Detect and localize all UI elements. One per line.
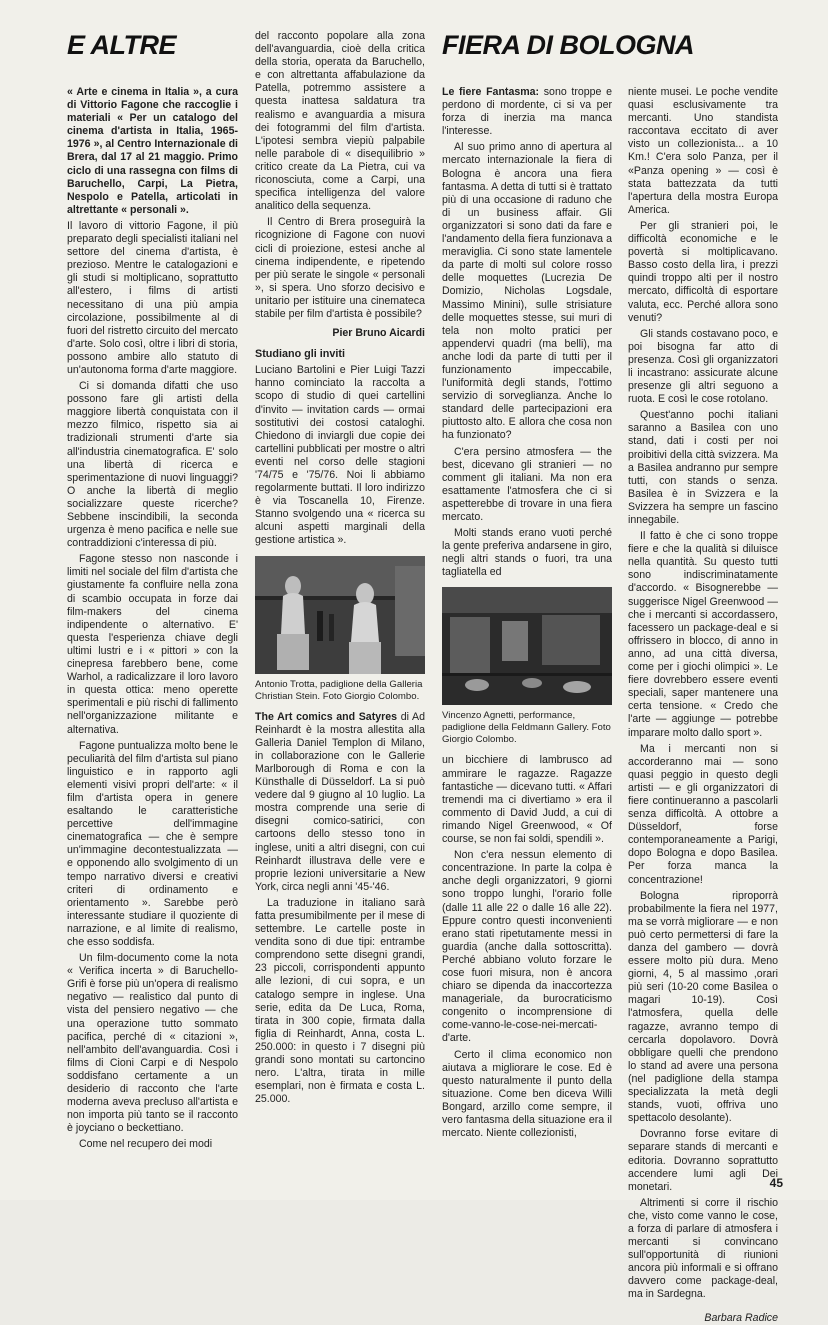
col4-paragraph: Per gli stranieri poi, le difficoltà economiche e le povertà si moltiplicavano. Basso costo della lira, i prezzi quindi troppo alti per il nostro mercato, difficoltà di esportare valuta, ecc. Perché allora sono venuti? — [628, 219, 778, 324]
col4-paragraph: Quest'anno pochi italiani saranno a Basilea con uno stand, dati i costi per noi proibitivi della città svizzera. Ma a Basilea andranno pur sempre tutti, con stands o senza. Basilea è in Svizzera e la Svizzera ha sempre un fascino innegabile. — [628, 409, 778, 526]
col1-paragraph: Fagone puntualizza molto bene le peculiarità del film d'artista sul piano linguistico e in rapporto agli elementi visivi propri dell'arte: « il film d'artista opera in genere esaltando le caratteristiche percettive dell'immagine cinematografica — che è sempre un'immagine decontestualizzata — e opponendo allo svolgimento di un tempo narrativo diversi e creativi criteri di ordinamento e orientamento ». Sarebbe però interessante studiare il quoziente di narrazione, e al limite di realismo, che esso soddisfa. — [67, 739, 239, 948]
col1-intro: « Arte e cinema in Italia », a cura di Vittorio Fagone che raccoglie i materiali « Per un catalogo del cinema d'artista in Italia, 1965-1976 », al Centro Internazionale di Brera, dal 17 al 21 maggio. Primo ciclo di una rassegna con films di Baruchello, Carpi, La Pietra, Nespolo e Patella, articolati in altrettante « personali ». — [67, 86, 238, 216]
col1-paragraph: Un film-documento come la nota « Verifica incerta » di Baruchello-Grifi è forse più un'opera di realismo negativo — realistico dal punto di vista del pensiero negativo — che una operazione tutto sommato pacifica, perché di « citazioni », nell'ambito dell'avanguardia. Così i films di Cioni Carpi e di Nespolo soddisfano certamente a un desiderio di racconto che l'arte moderna aveva precluso all'artista e non importa più tanto se il racconto è joyciano o beckettiano. — [67, 952, 238, 1135]
signature-aicardi: Pier Bruno Aicardi — [332, 327, 425, 340]
col3-paragraph: Certo il clima economico non aiutava a migliorare le cose. Ed è questo naturalmente il punto della situazione. Come ben diceva Willi Bongard, arzillo come sempre, il vero fantasma della situazione era il mercato. Niente collezionisti, — [442, 1048, 612, 1140]
col2-paragraph: Il Centro di Brera proseguirà la ricognizione di Fagone con nuovi cicli di proiezione, estesi anche al cinema indipendente, e ripetendo per più serate le singole « personali », si spera. Uno sforzo decisivo e unitario per istituire una cinemateca stabile per film d'artista è possibile? — [255, 216, 425, 320]
page-number: 45 — [769, 1176, 783, 1190]
col1-paragraph: Ci si domanda difatti che uso possono fare gli artisti della maggiore libertà conquistata con il mezzo filmico, rispetto sia ai tradizionali strumenti d'arte sia all'industria cinematografica. E' solo una libertà di ricerca e sperimentazione di nuovi linguaggi? O anche la libertà di meglio socializzare queste ricerche? Sebbene inscindibili, la seconda urgenza è meno pacifica e nelle sue contraddizioni c'interessa di più. — [67, 380, 238, 550]
fiere-lead-text: sono troppe e perdono di mordente, ci si va per forza di inerzia ma manca l'interesse. — [442, 86, 612, 138]
col3-paragraph: un bicchiere di lambrusco ad ammirare le ragazze. Ragazze fantastiche — dicevano tutti. « Affari tremendi ma ci divertiamo » era il commento di David Judd, a cui di rimando Nigel Greenwood, « Of course, se non fai soldi, spendili ». — [442, 754, 612, 846]
heading-fiera-di-bologna: FIERA DI BOLOGNA — [442, 30, 694, 60]
col4-paragraph: Altrimenti si corre il rischio che, visto come vanno le cose, a forza di parlare di atmosfera i mercanti si convincano sull'opportunità di riunioni ancora più informali e si offrano davvero come package-deal, ma in Sardegna. — [628, 1196, 778, 1301]
col4-paragraph: niente musei. Le poche vendite quasi esclusivamente tra mercanti. Uno standista raccontava eccitato di aver visto un collezionista... a 10 Km.! C'era solo Panza, per il «Panza opening » — così è stata battezzata da tutti l'apertura della mostra Europa America. — [628, 86, 778, 216]
col4-paragraph: Dovranno forse evitare di separare stands di mercanti e editoria. Dovranno soprattutto accendere lumi agli Dei monetari. — [628, 1128, 778, 1193]
col2-paragraph: del racconto popolare alla zona dell'avanguardia, cioè della critica della storia, operata da Baruchello, e con altrettanta affabulazione da Patella, potremmo assistere a questa inattesa saldatura tra realismo e avanguardia a misura dei fotogrammi del film d'artista. L'ipotesi sembra viepiù palpabile nelle parabole di « disequilibrio » critico create da La Pietra, cui va riconosciuta, come a Carpi, una specifica intelligenza del valore analitico della sequenza. — [255, 30, 425, 213]
column-4 — [628, 86, 778, 1325]
comics-text: di Ad Reinhardt è la mostra allestita alla Galleria Daniel Templon di Milano, in collaborazione con le Gallerie Marlborough di Roma e con la Künsthalle di Düsseldorf. La si può vedere dal 9 giugno al 10 luglio. La mostra comprende una serie di disegni comico-satirici, con cartoons dello stesso tono in inglese, uniti a altri disegni, con cui Reinhardt illustrava delle vere e proprie lezioni universitarie a New York, circa negli anni '45-'46. — [255, 710, 425, 893]
col1-paragraph: Il lavoro di vittorio Fagone, il più preparato degli specialisti italiani nel settore del cinema d'artista, è prezioso. Mentre le catalogazioni e gli studi si moltiplicano, soprattutto all'estero, i films di artisti necessitano di una più ampia circolazione, possibilmente al di fuori del ristretto circuito del mercato d'arte. Solo così, oltre i libri di storia, possono ambire allo statuto di un'autonoma forma d'arte maggiore. — [67, 219, 238, 376]
fiere-lead: Le fiere Fantasma: — [442, 86, 540, 98]
photo-trotta-image — [255, 556, 425, 674]
comics-lead: The Art comics and Satyres — [255, 710, 398, 723]
column-1 — [67, 86, 238, 1152]
photo-trotta — [255, 556, 425, 674]
col3-paragraph: Al suo primo anno di apertura al mercato internazionale la fiera di Bologna è ancora una fiera fantasma. A detta di tutti si è trattato più di una occasione di raduno che di un business affair. Gli organizzatori si sono dati da fare e l'andamento della fiera funzionava a meraviglia. Ci sono state lamentele da parte di molti sul colore rosso delle moquettes (Lucrezia De Domizio, Nicholas Logsdale, Massimo Minini), sulle strisiature delle moquettes stesse, sui muri di tela non molto pratici per appendervi quadri (ma belli), ma anche lodi da parte di tutti per il funzionamento impeccabile, l'uniformità degli stands, l'ottimo servizio di sorveglianza. Anche lo standard delle partecipazioni era piuttosto alto. E allora che cosa non ha funzionato? — [442, 141, 612, 442]
col4-paragraph: Ma i mercanti non si accorderanno mai — sono quasi peggio in questo degli artisti — e gli organizzatori di fiere continueranno a pascolarli senza difficoltà. A ottobre a Düsseldorf, forse contemporaneamente a Parigi, dopo Bologna e dopo Basilea. Per forza manca la concentrazione! — [628, 742, 778, 886]
col3-paragraph: Molti stands erano vuoti perché la gente preferiva andarsene in giro, negli altri stands o fuori, tra una tagliatella ed — [442, 527, 612, 579]
translation-paragraph: La traduzione in italiano sarà fatta presumibilmente per il mese di settembre. Le cartelle poste in vendita sono di due tipi: entrambe comprendono sette disegni grandi, 23 piccoli, corrispondenti appunto alle lezioni, di cui sopra, e un catalogo sempre in inglese. Una serie, edita da De Luca, Roma, tirata in 300 copie, firmata dalla figlia di Reinhardt, Anna, costa L. 250.000: in questo i 7 disegni più grandi sono montati su cartoncino nero. L'altra, tirata in mille esemplari, non è firmata e costa L. 25.000. — [255, 896, 425, 1106]
col3-paragraph: Non c'era nessun elemento di concentrazione. In parte la colpa è anche degli organizzatori, 9 giorni sono troppo lunghi, l'orario folle (dalle 11 alle 22 o dalle 16 alle 22). Eppure contro questi inconvenienti erano stati ripetutamente messi in guardia (anche dalla sottoscritta). Perché abbiano voluto forzare le cose fuori misura, non è ancora chiaro se dipenda da inaccortezza manageriale, da burocraticismo congenito o incomprensione di come-vanno-le-cose-nei-mercati-d'arte. — [442, 849, 612, 1045]
heading-e-altre: E ALTRE — [67, 30, 176, 60]
col4-paragraph: Gli stands costavano poco, e poi bisogna far atto di presenza. Così gli organizzatori li incastrano: assicurate alcune presenze gli altri seguono a ruota. E così le cose rotolano. — [628, 327, 778, 406]
column-3 — [442, 86, 612, 1140]
comics-paragraph — [255, 711, 425, 894]
col1-paragraph: Fagone stesso non nasconde i limiti nel sociale del film d'artista che giustamente fa confluire nella zona di scambio occupata in forze dai film-makers del cinema indipendente o alternativo. E' questa l'esperienza chiave degli ultimi lustri e i « pittori » con la cinepresa farebbero bene, come Warhol, a radicalizzare il loro lavoro in questa ottica: meno operette sperimentali e più rischi di fallimento nell'organizzazione militante e alternativa. — [67, 553, 238, 736]
photo-trotta-caption: Antonio Trotta, padiglione della Galleria Christian Stein. Foto Giorgio Colombo. — [255, 678, 423, 702]
column-2 — [255, 30, 425, 1106]
col1-paragraph: Come nel recupero dei modi — [79, 1138, 213, 1151]
photo-agnetti — [442, 587, 612, 705]
photo-agnetti-caption: Vincenzo Agnetti, performance, padiglione della Feldmann Gallery. Foto Giorgio Colombo. — [442, 710, 611, 746]
invites-heading: Studiano gli inviti — [255, 348, 345, 361]
col3-paragraph: C'era persino atmosfera — the best, dicevano gli stranieri — no comment gli italiani. Ma non era esattamente l'atmosfera che ci si aspetterebbe di trovare in una fiera mercato. — [442, 445, 612, 523]
signature-radice: Barbara Radice — [704, 1311, 778, 1324]
col4-paragraph: Bologna riproporrà probabilmente la fiera nel 1977, ma se vorrà migliorare — e non può certo permettersi di fare la danza del gambero — dovrà essere molto più dura. Meno giorni, 4, 5 al massimo ,orari più seri (10-20 come Basilea o magari 10-19). Così l'atmosfera, quella delle ragazze, avranno tempo di cercarla dopolavoro. Dovrà obbligare quelli che prendono lo stand ad avere una persona (nel padiglione della stampa specializzata la metà degli stands, vuoti, offriva uno spettacolo desolante). — [628, 889, 778, 1125]
fiere-lead-paragraph — [442, 86, 612, 138]
photo-agnetti-image — [442, 587, 612, 705]
col4-paragraph: Il fatto è che ci sono troppe fiere e che la qualità si diluisce nella quantità. Su questo tutti sono indiscriminatamente d'accordo. « Bisognerebbe — suggerisce Nigel Greenwood — che i mercanti si accordassero, facessero un package-deal e si offrissero in blocco, di anno in anno, ad una città diversa, come per i giochi olimpici ». Le fiere dovrebbero essere eventi speciali, saper mantenere una certa tensione. « Credo che l'arte — aggiunge — potrebbe imparare molto dallo sport ». — [628, 530, 778, 739]
invites-text: Luciano Bartolini e Pier Luigi Tazzi hanno cominciato la raccolta a scopo di studio di quei cartellini d'invito — invitation cards — ormai sostitutivi dei costosi cataloghi. Chiedono di inviargli due copie dei cartellini pubblicati per mostre o altri eventi nel corso delle stagioni '74/75 e '75/76. Noi li abbiamo regolarmente buttati. Il loro indirizzo è via Toscanella 10, Firenze. Stanno svolgendo una « ricerca su alcuni aspetti marginali della gestione artistica ». — [255, 364, 425, 547]
